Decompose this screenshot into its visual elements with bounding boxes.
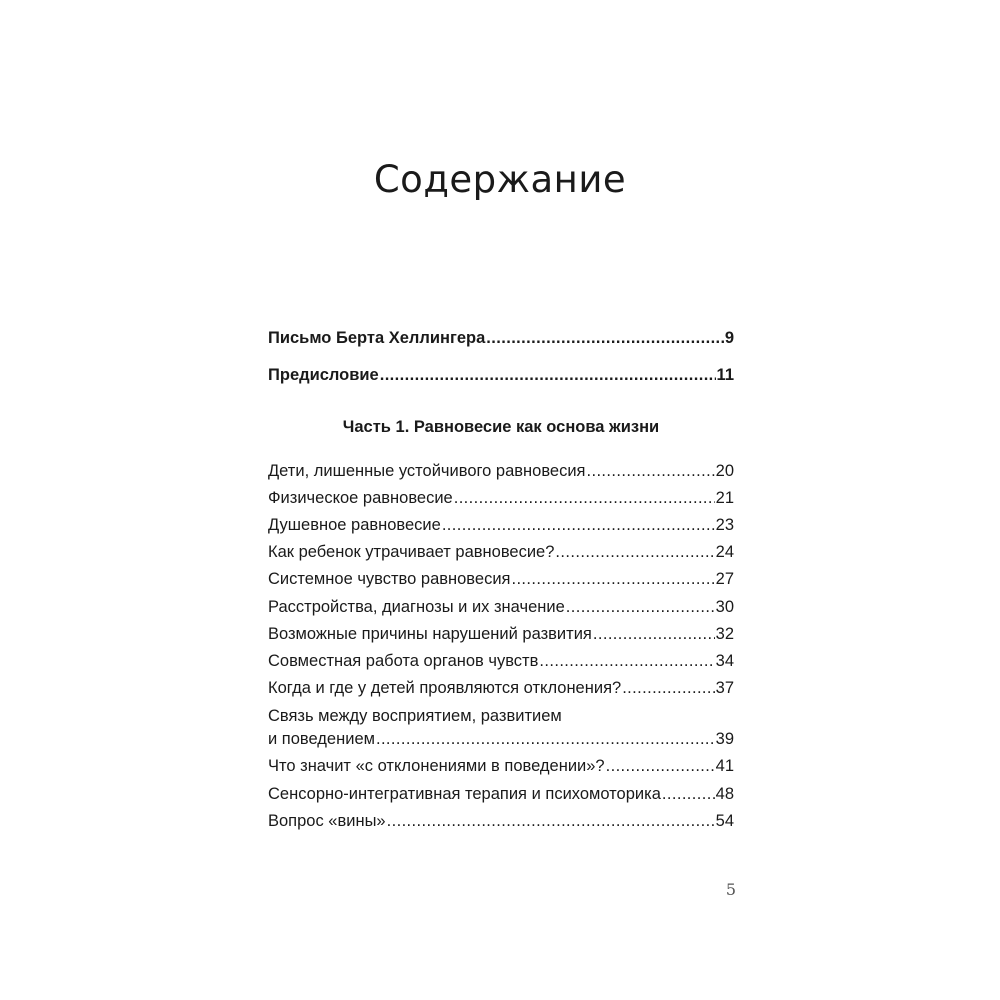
toc-entry-label: Душевное равновесие xyxy=(268,516,441,534)
toc-entry[interactable] xyxy=(268,541,734,563)
toc-entry-label: Возможные причины нарушений развития xyxy=(268,625,592,643)
dot-leader xyxy=(442,514,715,536)
toc-entry-label: Предисловие xyxy=(268,366,379,384)
toc-entry-page: 27 xyxy=(715,570,734,588)
toc-entry-label: Письмо Берта Хеллингера xyxy=(268,329,486,347)
page-number: 5 xyxy=(725,880,736,899)
dot-leader xyxy=(662,783,715,805)
toc-entry-page: 54 xyxy=(715,812,734,830)
toc-entry[interactable] xyxy=(268,596,734,618)
toc-entry-label: и поведением xyxy=(268,730,375,748)
dot-leader xyxy=(539,650,714,672)
toc-entry[interactable] xyxy=(268,650,734,672)
toc-entry-label: Дети, лишенные устойчивого равновесия xyxy=(268,462,586,480)
toc-entry-label: Как ребенок утрачивает равновесие? xyxy=(268,543,555,561)
toc-entry[interactable] xyxy=(268,783,734,805)
toc-entry-page: 20 xyxy=(715,462,734,480)
part-heading: Часть 1. Равновесие как основа жизни xyxy=(342,418,660,436)
toc-entry[interactable] xyxy=(268,514,734,536)
toc-entry[interactable] xyxy=(268,487,734,509)
toc-entry-page: 24 xyxy=(715,543,734,561)
dot-leader xyxy=(486,327,724,349)
toc-entry-label: Сенсорно-интегративная терапия и психомоторика xyxy=(268,785,661,803)
toc-entry-page: 9 xyxy=(724,329,734,347)
toc-entry-page: 39 xyxy=(715,730,734,748)
dot-leader xyxy=(376,728,715,750)
page-title: Содержание xyxy=(373,158,627,201)
dot-leader xyxy=(606,755,715,777)
dot-leader xyxy=(454,487,715,509)
dot-leader xyxy=(593,623,715,645)
toc-entry-page: 32 xyxy=(715,625,734,643)
toc-entry-page: 23 xyxy=(715,516,734,534)
toc-entry-preface[interactable] xyxy=(268,364,734,386)
toc-entry-label: Когда и где у детей проявляются отклонения? xyxy=(268,679,622,697)
dot-leader xyxy=(511,568,714,590)
dot-leader xyxy=(380,364,716,386)
toc-entry-label: Системное чувство равновесия xyxy=(268,570,511,588)
dot-leader xyxy=(555,541,714,563)
dot-leader xyxy=(586,460,714,482)
toc-entry[interactable] xyxy=(268,810,734,832)
toc-entry[interactable] xyxy=(268,755,734,777)
toc-entry-label: Совместная работа органов чувств xyxy=(268,652,539,670)
toc-entry-label: Вопрос «вины» xyxy=(268,812,386,830)
toc-entry[interactable] xyxy=(268,568,734,590)
toc-entry-page: 11 xyxy=(716,366,734,384)
dot-leader xyxy=(387,810,715,832)
toc-entry-letter[interactable] xyxy=(268,327,734,349)
toc-entry-label: Физическое равновесие xyxy=(268,489,453,507)
toc-entry-label: Что значит «с отклонениями в поведении»? xyxy=(268,757,605,775)
dot-leader xyxy=(622,677,714,699)
toc-entry-page: 30 xyxy=(715,598,734,616)
toc-entry[interactable] xyxy=(268,728,734,750)
toc-entry-page: 21 xyxy=(715,489,734,507)
toc-entry-page: 34 xyxy=(715,652,734,670)
toc-entry[interactable] xyxy=(268,460,734,482)
toc-entry-page: 48 xyxy=(715,785,734,803)
table-of-contents xyxy=(268,0,734,1000)
toc-entry[interactable] xyxy=(268,623,734,645)
toc-entry[interactable] xyxy=(268,677,734,699)
toc-entry-page: 41 xyxy=(715,757,734,775)
toc-entry-page: 37 xyxy=(715,679,734,697)
toc-entry-label-line1: Связь между восприятием, развитием xyxy=(268,707,562,725)
dot-leader xyxy=(566,596,715,618)
toc-entry-label: Расстройства, диагнозы и их значение xyxy=(268,598,565,616)
